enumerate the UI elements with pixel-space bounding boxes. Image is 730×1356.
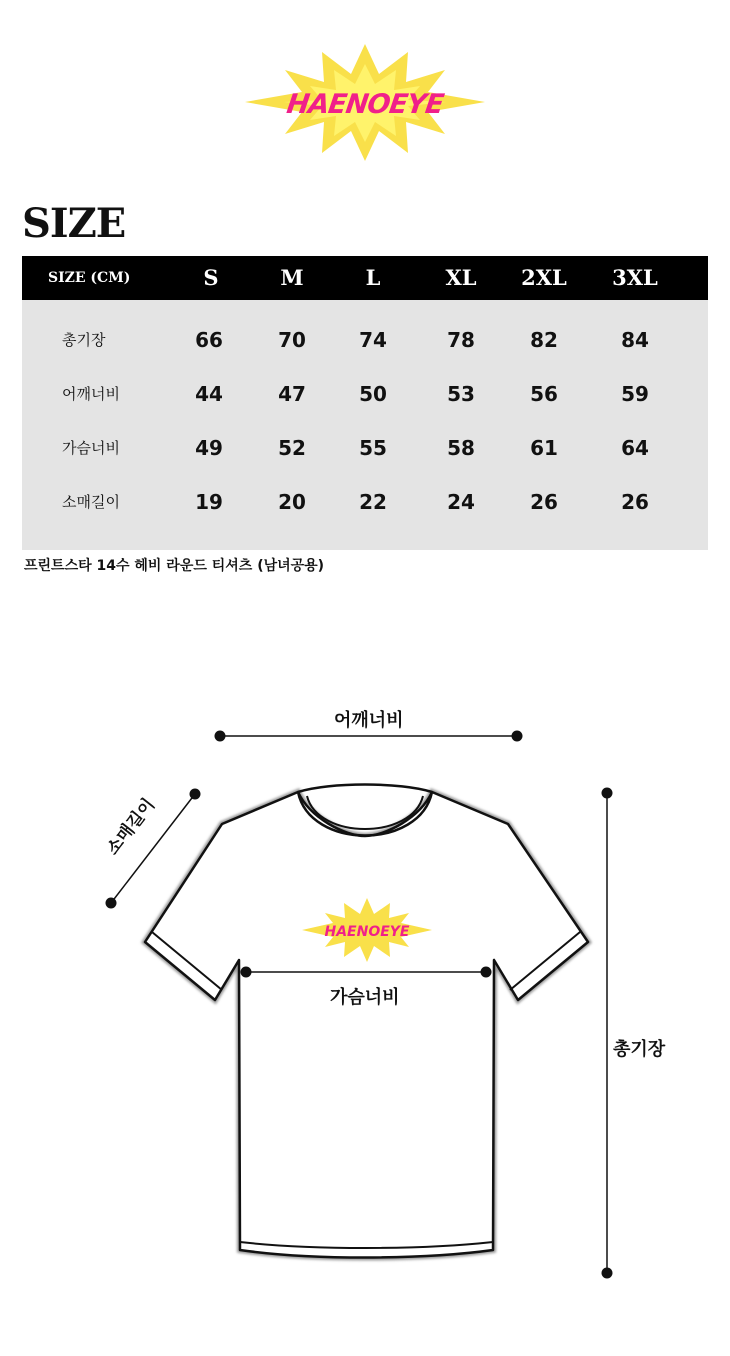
size-table [22,256,708,550]
cell-value: 74 [359,328,387,352]
length-end-dot [602,1268,613,1279]
size-m: M [280,265,304,290]
table-row [22,374,708,414]
table-header [22,256,708,300]
table-body [22,300,708,550]
cell-value: 78 [447,328,475,352]
chest-start-dot [241,967,252,978]
cell-value: 66 [195,328,223,352]
cell-value: 70 [278,328,306,352]
row-label: 어깨너비 [62,385,120,403]
cell-value: 49 [195,436,223,460]
cell-value: 61 [530,436,558,460]
cell-value: 64 [621,436,649,460]
table-row [22,428,708,468]
cell-value: 47 [278,382,306,406]
cell-value: 26 [621,490,649,514]
cell-value: 59 [621,382,649,406]
size-xl: XL [445,265,477,290]
size-s: S [203,265,219,290]
cell-value: 50 [359,382,387,406]
size-title: SIZE [22,200,126,247]
cell-value: 44 [195,382,223,406]
row-label: 가슴너비 [62,439,120,457]
table-row [22,320,708,360]
cell-value: 24 [447,490,475,514]
shoulder-label: 어깨너비 [334,710,404,731]
sleeve-label: 소매길이 [102,794,160,859]
sleeve-start-dot [106,898,117,909]
tshirt-outline-icon [145,792,588,1258]
row-label: 소매길이 [62,493,120,511]
sleeve-end-dot [190,789,201,800]
cell-value: 22 [359,490,387,514]
cell-value: 56 [530,382,558,406]
cell-value: 52 [278,436,306,460]
header-label: SIZE (CM) [48,270,131,286]
cell-value: 82 [530,328,558,352]
logo-text: HAENOEYE [284,89,446,120]
measurement-diagram [0,690,730,1356]
table-row [22,482,708,522]
cell-value: 20 [278,490,306,514]
row-label: 총기장 [62,331,106,349]
size-3xl: 3XL [612,265,658,290]
brand-logo [240,40,490,165]
shoulder-end-dot [512,731,523,742]
cell-value: 26 [530,490,558,514]
shoulder-start-dot [215,731,226,742]
length-start-dot [602,788,613,799]
length-label: 총기장 [613,1039,666,1060]
chest-end-dot [481,967,492,978]
size-2xl: 2XL [521,265,567,290]
cell-value: 55 [359,436,387,460]
size-l: L [365,265,381,290]
print-logo-text: HAENOEYE [324,924,410,940]
cell-value: 53 [447,382,475,406]
cell-value: 84 [621,328,649,352]
collar-back [298,785,432,793]
cell-value: 19 [195,490,223,514]
product-caption: 프린트스타 14수 헤비 라운드 티셔츠 (남녀공용) [24,558,325,574]
cell-value: 58 [447,436,475,460]
chest-label: 가슴너비 [330,987,400,1008]
tshirt-diagram [0,690,730,1356]
